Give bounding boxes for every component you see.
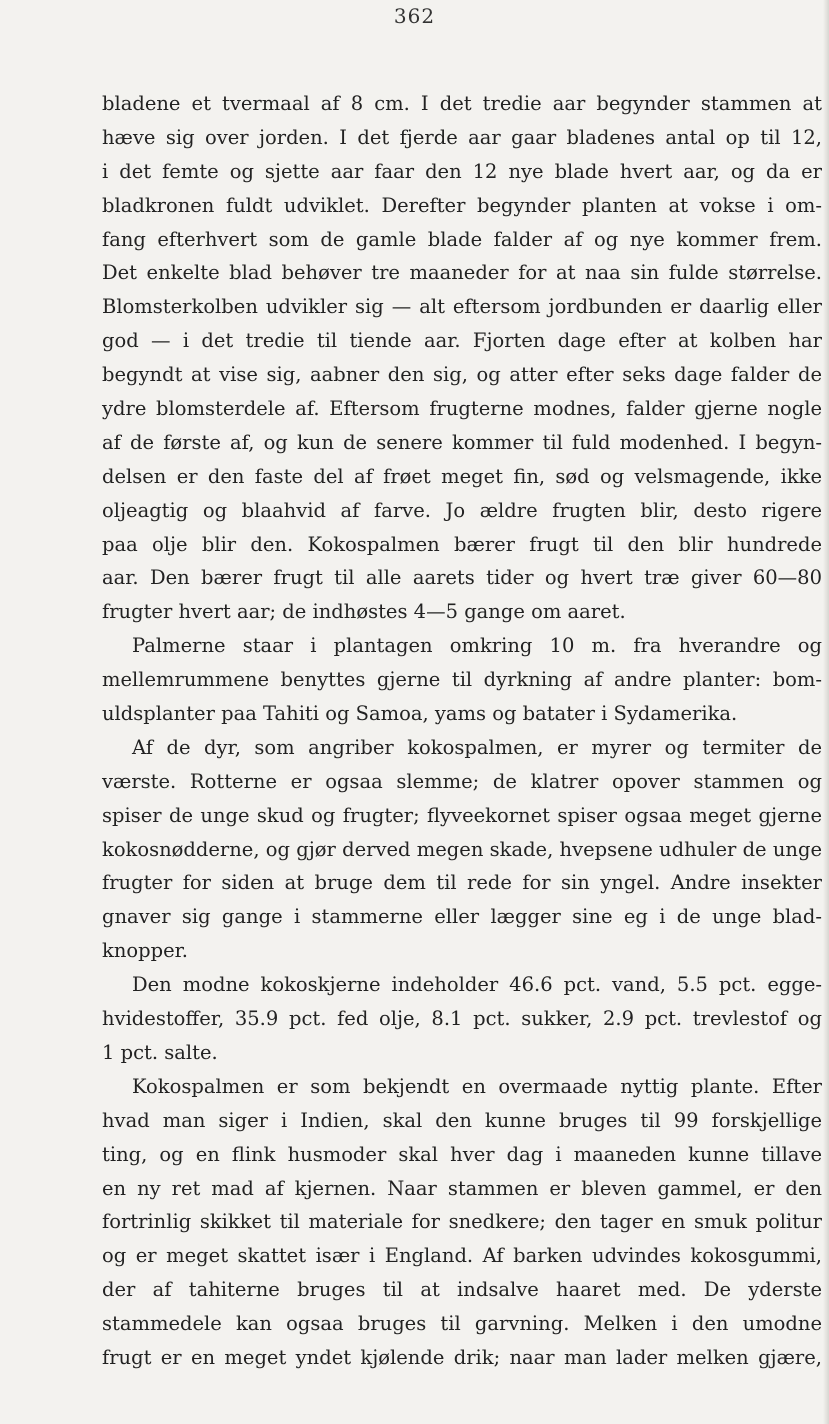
text-line: knopper. bbox=[102, 939, 188, 963]
text-line: god — i det tredie til tiende aar. Fjorten dage efter at kolben har bbox=[102, 329, 822, 353]
text-line: uldsplanter paa Tahiti og Samoa, yams og batater i Sydamerika. bbox=[102, 702, 738, 726]
page-number: 362 bbox=[393, 4, 436, 28]
paragraph bbox=[102, 731, 822, 968]
text-line: begyndt at vise sig, aabner den sig, og atter efter seks dage falder de bbox=[102, 363, 822, 387]
text-line: Kokospalmen er som bekjendt en overmaade nyttig plante. Efter bbox=[132, 1074, 822, 1098]
text-line: hvad man siger i Indien, skal den kunne bruges til 99 forskjellige bbox=[102, 1108, 822, 1132]
text-line: ting, og en flink husmoder skal hver dag i maaneden kunne tillave bbox=[102, 1142, 822, 1166]
text-line: Af de dyr, som angriber kokospalmen, er myrer og termiter de bbox=[132, 735, 822, 759]
text-line: kokosnødderne, og gjør derved megen skade, hvepsene udhuler de unge bbox=[102, 837, 822, 861]
text-line: der af tahiterne bruges til at indsalve haaret med. De yderste bbox=[102, 1278, 822, 1302]
text-line: Den modne kokoskjerne indeholder 46.6 pct. vand, 5.5 pct. egge- bbox=[132, 973, 822, 997]
text-line: delsen er den faste del af frøet meget fin, sød og velsmagende, ikke bbox=[102, 464, 822, 488]
text-line: bladene et tvermaal af 8 cm. I det tredie aar begynder stammen at bbox=[102, 92, 822, 115]
paragraph bbox=[102, 629, 822, 731]
text-line: en ny ret mad af kjernen. Naar stammen er bleven gammel, er den bbox=[102, 1176, 822, 1200]
text-line: hvidestoffer, 35.9 pct. fed olje, 8.1 pct. sukker, 2.9 pct. trevlestof og bbox=[102, 1007, 822, 1031]
text-line: værste. Rotterne er ogsaa slemme; de klatrer opover stammen og bbox=[102, 769, 822, 793]
text-line: spiser de unge skud og frugter; flyveekornet spiser ogsaa meget gjerne bbox=[102, 803, 822, 827]
text-line: bladkronen fuldt udviklet. Derefter begynder planten at vokse i om- bbox=[102, 193, 822, 217]
paragraph bbox=[102, 968, 822, 1070]
text-line: fortrinlig skikket til materiale for snedkere; den tager en smuk politur bbox=[102, 1210, 822, 1234]
text-line: paa olje blir den. Kokospalmen bærer frugt til den blir hundrede bbox=[102, 532, 822, 556]
text-line: og er meget skattet især i England. Af barken udvindes kokosgummi, bbox=[102, 1244, 822, 1268]
text-line: Blomsterkolben udvikler sig — alt eftersom jordbunden er daarlig eller bbox=[102, 295, 822, 319]
text-line: Det enkelte blad behøver tre maaneder for at naa sin fulde størrelse. bbox=[102, 261, 822, 285]
text-line: aar. Den bærer frugt til alle aarets tider og hvert træ giver 60—80 bbox=[102, 566, 822, 590]
text-line: Palmerne staar i plantagen omkring 10 m. fra hverandre og bbox=[132, 634, 822, 658]
text-line: fang efterhvert som de gamle blade falder af og nye kommer frem. bbox=[102, 227, 822, 251]
text-line: frugter for siden at bruge dem til rede for sin yngel. Andre insekter bbox=[102, 871, 822, 895]
text-line: i det femte og sjette aar faar den 12 nye blade hvert aar, og da er bbox=[102, 159, 822, 183]
text-line: ydre blomsterdele af. Eftersom frugterne modnes, falder gjerne nogle bbox=[102, 397, 822, 421]
text-line: oljeagtig og blaahvid af farve. Jo ældre frugten blir, desto rigere bbox=[102, 498, 822, 522]
text-line: frugter hvert aar; de indhøstes 4—5 gange om aaret. bbox=[102, 600, 626, 624]
text-line: 1 pct. salte. bbox=[102, 1040, 218, 1064]
text-line: hæve sig over jorden. I det fjerde aar gaar bladenes antal op til 12, bbox=[102, 125, 822, 149]
paragraph bbox=[102, 1070, 822, 1375]
page-edge-shadow bbox=[823, 0, 829, 1424]
body-text bbox=[102, 87, 822, 1375]
paragraph bbox=[102, 87, 822, 629]
text-line: gnaver sig gange i stammerne eller lægger sine eg i de unge blad- bbox=[102, 905, 822, 929]
text-line: mellemrummene benyttes gjerne til dyrkning af andre planter: bom- bbox=[102, 668, 822, 692]
text-line: af de første af, og kun de senere kommer til fuld modenhed. I begyn- bbox=[102, 430, 822, 454]
text-line: stammedele kan ogsaa bruges til garvning. Melken i den umodne bbox=[102, 1312, 822, 1336]
text-line: frugt er en meget yndet kjølende drik; naar man lader melken gjære, bbox=[102, 1345, 822, 1369]
